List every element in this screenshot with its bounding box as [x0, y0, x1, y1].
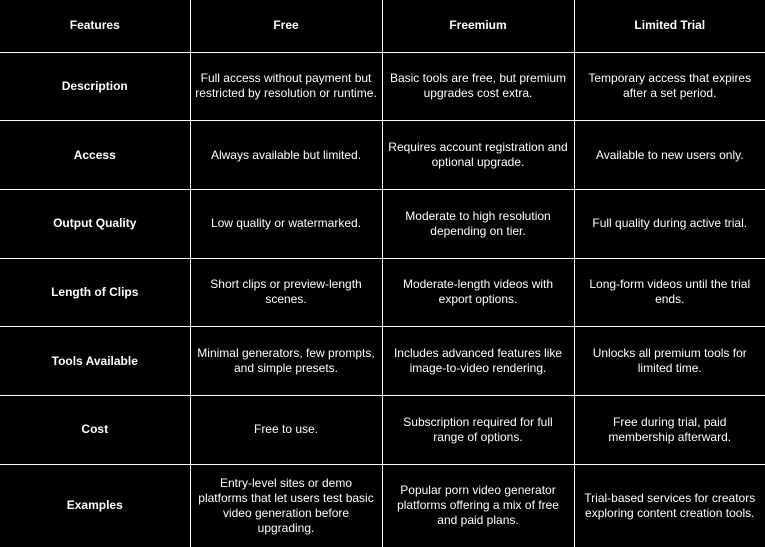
header-free: Free	[190, 0, 382, 52]
cell-trial: Trial-based services for creators exploring content creation tools.	[574, 464, 765, 547]
row-label-output-quality: Output Quality	[0, 189, 190, 258]
cell-trial: Unlocks all premium tools for limited time.	[574, 327, 765, 396]
cell-trial: Full quality during active trial.	[574, 189, 765, 258]
cell-trial: Free during trial, paid membership afterward.	[574, 395, 765, 464]
row-label-examples: Examples	[0, 464, 190, 547]
cell-freemium: Popular porn video generator platforms offering a mix of free and paid plans.	[382, 464, 574, 547]
header-freemium: Freemium	[382, 0, 574, 52]
cell-free: Low quality or watermarked.	[190, 189, 382, 258]
cell-trial: Temporary access that expires after a set period.	[574, 52, 765, 121]
cell-freemium: Basic tools are free, but premium upgrades cost extra.	[382, 52, 574, 121]
table-row	[0, 327, 765, 396]
row-label-tools-available: Tools Available	[0, 327, 190, 396]
row-label-cost: Cost	[0, 395, 190, 464]
cell-free: Always available but limited.	[190, 121, 382, 190]
table-row	[0, 464, 765, 547]
table-row	[0, 189, 765, 258]
cell-free: Free to use.	[190, 395, 382, 464]
row-label-length-of-clips: Length of Clips	[0, 258, 190, 327]
cell-freemium: Includes advanced features like image-to-video rendering.	[382, 327, 574, 396]
table-row	[0, 395, 765, 464]
row-label-description: Description	[0, 52, 190, 121]
cell-free: Short clips or preview-length scenes.	[190, 258, 382, 327]
cell-free: Minimal generators, few prompts, and simple presets.	[190, 327, 382, 396]
row-label-access: Access	[0, 121, 190, 190]
table-row	[0, 258, 765, 327]
cell-freemium: Moderate to high resolution depending on tier.	[382, 189, 574, 258]
table-row	[0, 52, 765, 121]
cell-trial: Available to new users only.	[574, 121, 765, 190]
cell-freemium: Subscription required for full range of options.	[382, 395, 574, 464]
cell-trial: Long-form videos until the trial ends.	[574, 258, 765, 327]
cell-freemium: Moderate-length videos with export options.	[382, 258, 574, 327]
header-row	[0, 0, 765, 52]
header-features: Features	[0, 0, 190, 52]
cell-free: Full access without payment but restricted by resolution or runtime.	[190, 52, 382, 121]
cell-freemium: Requires account registration and optional upgrade.	[382, 121, 574, 190]
table-row	[0, 121, 765, 190]
header-limited-trial: Limited Trial	[574, 0, 765, 52]
cell-free: Entry-level sites or demo platforms that let users test basic video generation before upgrading.	[190, 464, 382, 547]
